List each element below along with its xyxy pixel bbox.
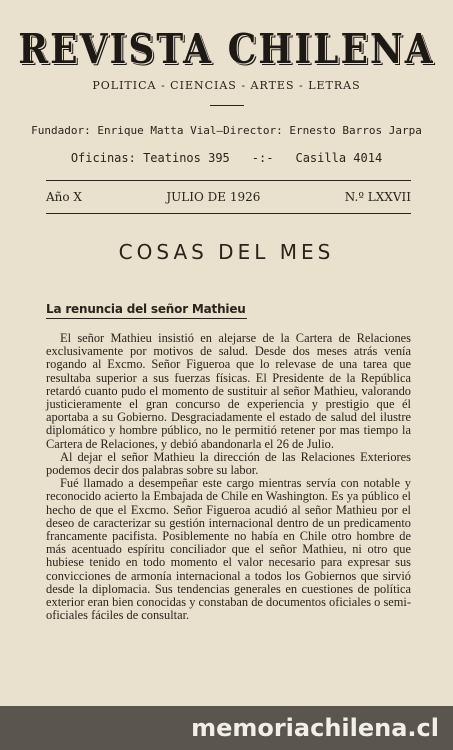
site-watermark: memoriachilena.cl (191, 714, 439, 742)
article-paragraph: Fué llamado a desempeñar este cargo mientras servía con notable y reconocido acierto la Embajada de Chile en Washington. Es ya público el hecho de que el Excmo. Señor Figueroa acudió al señor Mathieu por el deseo de caracterizar su gestión internacional dentro de un predicamento francamente pacifista. Posiblemente no había en Chile otro hombre de más acentuado espíritu conciliador que el señor Mathieu, ni otro que hubiese tenido en todo momento el valor necesario para expresar sus convicciones de armonía internacional a todos los Gobiernos que sirvió desde la diplomacia. Sus tendencias generales en cuestiones de política exterior eran bien conocidas y constaban de documentos oficiales o semi-oficiales fáciles de consultar. (46, 476, 411, 623)
article-paragraph: Al dejar el señor Mathieu la dirección de las Relaciones Exteriores podemos decir dos palabras sobre su labor. (46, 449, 411, 478)
offices-line (0, 151, 453, 165)
offices-address: Oficinas: Teatinos 395 (70, 151, 230, 165)
article-title: La renuncia del señor Mathieu (46, 302, 246, 316)
issue-info (46, 190, 411, 204)
founders-line: Fundador: Enrique Matta Vial—Director: Ernesto Barros Jarpa (31, 124, 422, 137)
section-title: COSAS DEL MES (118, 240, 335, 264)
masthead-title: REVISTA CHILENA (18, 24, 435, 74)
issue-bottom-rule (46, 213, 411, 214)
offices-casilla: Casilla 4014 (295, 151, 383, 165)
issue-number: N.º LXXVII (344, 190, 411, 204)
masthead-subtitle: POLITICA - CIENCIAS - ARTES - LETRAS (92, 79, 361, 92)
issue-year: Año X (46, 190, 82, 204)
masthead-divider (210, 105, 244, 106)
article-body (46, 332, 411, 622)
issue-date: JULIO DE 1926 (166, 190, 261, 204)
issue-top-rule (46, 180, 411, 181)
article-title-underline (46, 318, 247, 319)
offices-separator: -:- (251, 151, 274, 165)
article-paragraph: El señor Mathieu insistió en alejarse de la Cartera de Relaciones exclusivamente por motivos de salud. Desde dos meses atrás venía rogando al Excmo. Señor Figueroa que lo relevase de una tarea que resultaba superior a sus fuerzas físicas. El Presidente de la República retardó cuanto pudo el momento de sustituir al señor Mathieu, valorando justicieramente el gran concurso de experiencia y prestigio que él aportaba a su Gobierno. Desgraciadamente el estado de salud del ilustre diplomático y hombre público, no le permitió retener por mas tiempo la Cartera de Relaciones, y debió abandonarla el 26 de Julio. (46, 331, 411, 451)
